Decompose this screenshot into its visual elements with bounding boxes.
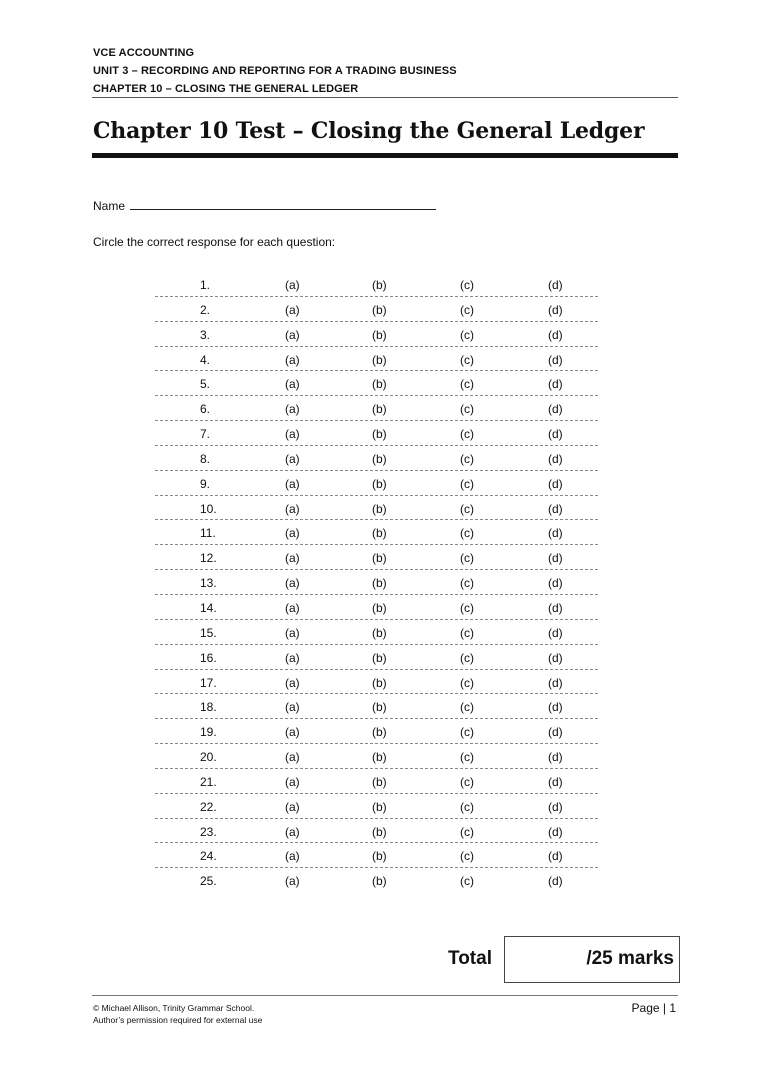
question-number: 14. — [200, 600, 217, 615]
answer-option[interactable]: (b) — [372, 377, 387, 392]
page-number: Page | 1 — [631, 1001, 676, 1015]
answer-option[interactable]: (d) — [548, 402, 563, 417]
answer-option[interactable]: (b) — [372, 476, 387, 491]
answer-option[interactable]: (d) — [548, 427, 563, 442]
answer-option[interactable]: (d) — [548, 600, 563, 615]
answer-option[interactable]: (c) — [460, 799, 474, 814]
answer-row — [155, 843, 598, 868]
answer-row — [155, 819, 598, 844]
header-divider — [92, 97, 678, 98]
answer-option[interactable]: (d) — [548, 327, 563, 342]
answer-option[interactable]: (d) — [548, 352, 563, 367]
answer-option[interactable]: (c) — [460, 600, 474, 615]
answer-row — [155, 545, 598, 570]
answer-option[interactable]: (d) — [548, 799, 563, 814]
answer-option[interactable]: (c) — [460, 377, 474, 392]
question-number: 6. — [200, 402, 211, 417]
answer-option[interactable]: (c) — [460, 551, 474, 566]
page-title: Chapter 10 Test – Closing the General Ledger — [93, 118, 645, 144]
answer-option[interactable]: (a) — [285, 824, 300, 839]
copyright-text: © Michael Allison, Trinity Grammar School. — [93, 1003, 255, 1013]
answer-option[interactable]: (a) — [285, 501, 300, 516]
answer-option[interactable]: (d) — [548, 377, 563, 392]
answer-option[interactable]: (b) — [372, 526, 387, 541]
question-number: 11. — [200, 526, 216, 541]
answer-option[interactable]: (b) — [372, 352, 387, 367]
answer-option[interactable]: (d) — [548, 576, 563, 591]
answer-row — [155, 645, 598, 670]
question-number: 7. — [200, 427, 211, 442]
answer-option[interactable]: (a) — [285, 278, 300, 292]
answer-option[interactable]: (c) — [460, 327, 474, 342]
footer-divider — [92, 995, 678, 996]
answer-option[interactable]: (a) — [285, 427, 300, 442]
answer-option[interactable]: (a) — [285, 750, 300, 765]
answer-row — [155, 272, 598, 297]
answer-option[interactable]: (c) — [460, 725, 474, 740]
answer-option[interactable]: (a) — [285, 625, 300, 640]
answer-row — [155, 347, 598, 372]
answer-row — [155, 868, 598, 893]
answer-option[interactable]: (a) — [285, 451, 300, 466]
answer-option[interactable]: (c) — [460, 849, 474, 864]
answer-row — [155, 794, 598, 819]
question-number: 21. — [200, 774, 217, 789]
answer-option[interactable]: (d) — [548, 849, 563, 864]
answer-row — [155, 744, 598, 769]
answer-option[interactable]: (d) — [548, 675, 563, 690]
answer-option[interactable]: (d) — [548, 551, 563, 566]
total-marks: /25 marks — [586, 948, 674, 969]
answer-option[interactable]: (a) — [285, 327, 300, 342]
answer-grid — [155, 272, 598, 893]
answer-row — [155, 396, 598, 421]
name-label: Name — [93, 199, 126, 213]
answer-option[interactable]: (b) — [372, 799, 387, 814]
question-number: 4. — [200, 352, 211, 367]
answer-option[interactable]: (d) — [548, 278, 563, 292]
answer-option[interactable]: (a) — [285, 526, 300, 541]
question-number: 12. — [200, 551, 217, 566]
answer-option[interactable]: (b) — [372, 700, 387, 715]
question-number: 23. — [200, 824, 217, 839]
answer-option[interactable]: (c) — [460, 700, 474, 715]
total-score-box[interactable] — [504, 936, 680, 983]
answer-row — [155, 496, 598, 521]
answer-row — [155, 595, 598, 620]
answer-option[interactable]: (d) — [548, 700, 563, 715]
question-number: 19. — [200, 725, 217, 740]
answer-option[interactable]: (b) — [372, 501, 387, 516]
header-unit: UNIT 3 – RECORDING AND REPORTING FOR A TRADING BUSINESS — [93, 65, 457, 77]
question-number: 20. — [200, 750, 217, 765]
answer-option[interactable]: (c) — [460, 352, 474, 367]
question-number: 10. — [200, 501, 217, 516]
answer-option[interactable]: (c) — [460, 501, 474, 516]
question-number: 8. — [200, 451, 211, 466]
answer-option[interactable]: (b) — [372, 750, 387, 765]
answer-option[interactable]: (d) — [548, 625, 563, 640]
answer-option[interactable]: (b) — [372, 278, 387, 292]
question-number: 13. — [200, 576, 217, 591]
answer-option[interactable]: (b) — [372, 402, 387, 417]
question-number: 3. — [200, 327, 211, 342]
question-number: 16. — [200, 650, 217, 665]
answer-option[interactable]: (a) — [285, 377, 300, 392]
answer-option[interactable]: (c) — [460, 526, 474, 541]
answer-option[interactable]: (d) — [548, 750, 563, 765]
answer-option[interactable]: (b) — [372, 824, 387, 839]
answer-option[interactable]: (d) — [548, 874, 563, 889]
answer-row — [155, 446, 598, 471]
answer-option[interactable]: (c) — [460, 675, 474, 690]
answer-option[interactable]: (a) — [285, 352, 300, 367]
answer-option[interactable]: (d) — [548, 476, 563, 491]
answer-option[interactable]: (c) — [460, 576, 474, 591]
answer-option[interactable]: (c) — [460, 278, 474, 292]
answer-option[interactable]: (b) — [372, 576, 387, 591]
answer-option[interactable]: (c) — [460, 302, 474, 317]
answer-row — [155, 297, 598, 322]
answer-option[interactable]: (c) — [460, 427, 474, 442]
answer-row — [155, 620, 598, 645]
answer-option[interactable]: (d) — [548, 526, 563, 541]
answer-option[interactable]: (c) — [460, 451, 474, 466]
answer-option[interactable]: (c) — [460, 650, 474, 665]
answer-row — [155, 520, 598, 545]
answer-option[interactable]: (a) — [285, 600, 300, 615]
question-number: 22. — [200, 799, 217, 814]
answer-option[interactable]: (a) — [285, 725, 300, 740]
answer-row — [155, 570, 598, 595]
question-number: 5. — [200, 377, 211, 392]
question-number: 2. — [200, 302, 211, 317]
answer-option[interactable]: (c) — [460, 625, 474, 640]
answer-option[interactable]: (b) — [372, 874, 387, 889]
answer-option[interactable]: (b) — [372, 675, 387, 690]
answer-option[interactable]: (d) — [548, 774, 563, 789]
answer-option[interactable]: (b) — [372, 650, 387, 665]
answer-row — [155, 322, 598, 347]
question-number: 9. — [200, 476, 211, 491]
answer-option[interactable]: (a) — [285, 799, 300, 814]
answer-option[interactable]: (b) — [372, 625, 387, 640]
answer-option[interactable]: (b) — [372, 849, 387, 864]
answer-option[interactable]: (b) — [372, 427, 387, 442]
answer-option[interactable]: (c) — [460, 476, 474, 491]
answer-option[interactable]: (b) — [372, 551, 387, 566]
answer-option[interactable]: (a) — [285, 849, 300, 864]
answer-option[interactable]: (a) — [285, 576, 300, 591]
answer-row — [155, 719, 598, 744]
answer-option[interactable]: (c) — [460, 824, 474, 839]
header-subject: VCE ACCOUNTING — [93, 47, 195, 59]
name-blank-line[interactable] — [130, 197, 436, 210]
answer-option[interactable]: (a) — [285, 302, 300, 317]
answer-option[interactable]: (a) — [285, 700, 300, 715]
answer-option[interactable]: (a) — [285, 675, 300, 690]
answer-row — [155, 471, 598, 496]
answer-option[interactable]: (c) — [460, 750, 474, 765]
answer-option[interactable]: (a) — [285, 551, 300, 566]
answer-option[interactable]: (a) — [285, 402, 300, 417]
answer-option[interactable]: (a) — [285, 650, 300, 665]
answer-option[interactable]: (b) — [372, 725, 387, 740]
answer-option[interactable]: (b) — [372, 600, 387, 615]
answer-option[interactable]: (d) — [548, 451, 563, 466]
name-field-row — [93, 197, 436, 213]
answer-option[interactable]: (c) — [460, 774, 474, 789]
answer-option[interactable]: (d) — [548, 501, 563, 516]
answer-option[interactable]: (d) — [548, 725, 563, 740]
answer-option[interactable]: (d) — [548, 302, 563, 317]
question-number: 17. — [200, 675, 217, 690]
question-number: 18. — [200, 700, 217, 715]
header-chapter: CHAPTER 10 – CLOSING THE GENERAL LEDGER — [93, 83, 359, 95]
answer-option[interactable]: (c) — [460, 402, 474, 417]
question-number: 24. — [200, 849, 217, 864]
total-label: Total — [448, 948, 492, 969]
answer-row — [155, 421, 598, 446]
answer-option[interactable]: (a) — [285, 476, 300, 491]
answer-option[interactable]: (b) — [372, 774, 387, 789]
footer-credits — [93, 1002, 262, 1026]
answer-option[interactable]: (b) — [372, 302, 387, 317]
answer-row — [155, 694, 598, 719]
permission-text: Author’s permission required for external use — [93, 1015, 263, 1025]
answer-row — [155, 769, 598, 794]
answer-option[interactable]: (b) — [372, 451, 387, 466]
question-number: 25. — [200, 874, 217, 889]
question-number: 15. — [200, 625, 217, 640]
answer-option[interactable]: (c) — [460, 874, 474, 889]
answer-option[interactable]: (d) — [548, 650, 563, 665]
question-number: 1. — [200, 278, 211, 292]
answer-option[interactable]: (d) — [548, 824, 563, 839]
answer-option[interactable]: (a) — [285, 774, 300, 789]
answer-option[interactable]: (b) — [372, 327, 387, 342]
answer-row — [155, 670, 598, 695]
answer-row — [155, 371, 598, 396]
instruction-text: Circle the correct response for each question: — [93, 235, 336, 249]
title-divider — [92, 153, 678, 158]
answer-option[interactable]: (a) — [285, 874, 300, 889]
